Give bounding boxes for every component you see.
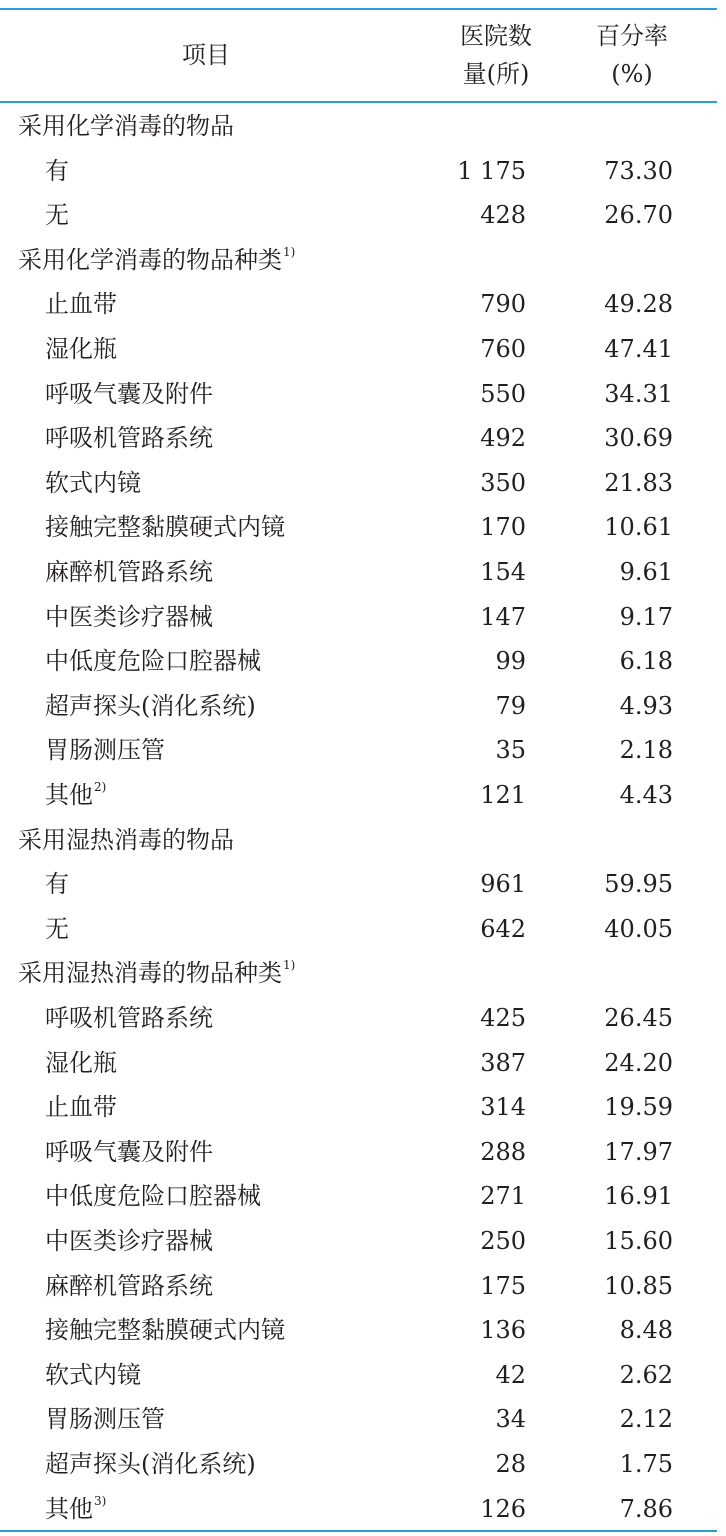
table-row — [0, 728, 717, 772]
row-label — [45, 773, 106, 817]
row-label — [45, 595, 213, 639]
table-row — [0, 639, 717, 683]
table-row — [0, 1264, 717, 1308]
row-label — [45, 372, 213, 416]
header-count-line2: 量(所) — [462, 60, 530, 88]
percentage: 59.95 — [604, 870, 673, 899]
hospital-count: 121 — [480, 781, 526, 809]
hospital-count: 428 — [480, 201, 526, 230]
row-label-text: 麻醉机管路系统 — [45, 558, 213, 586]
hospital-count: 288 — [480, 1137, 526, 1166]
hospital-count: 136 — [480, 1316, 526, 1345]
table-row — [0, 1085, 717, 1129]
percentage: 47.41 — [604, 335, 673, 363]
percentage: 9.17 — [619, 602, 673, 631]
hospital-count: 154 — [480, 558, 526, 586]
hospital-count: 350 — [480, 468, 526, 497]
percentage: 6.18 — [619, 647, 673, 676]
row-label — [45, 862, 69, 906]
row-label-text: 麻醉机管路系统 — [45, 1271, 213, 1300]
hospital-count: 99 — [495, 647, 526, 676]
header-item: 项目 — [182, 41, 230, 69]
percentage: 19.59 — [604, 1093, 673, 1122]
row-label-text: 胃肠测压管 — [45, 736, 165, 765]
table-row — [0, 1397, 717, 1441]
table-row — [0, 1442, 717, 1486]
table-row — [0, 327, 717, 371]
hospital-count: 250 — [480, 1227, 526, 1255]
row-label — [45, 461, 141, 505]
hospital-count: 642 — [480, 914, 526, 943]
table-row — [0, 1041, 717, 1085]
hospital-count: 42 — [495, 1360, 526, 1389]
row-label — [45, 1219, 213, 1263]
percentage: 2.12 — [619, 1405, 673, 1434]
row-label — [45, 907, 69, 951]
hospital-count: 271 — [480, 1182, 526, 1211]
row-label-text: 胃肠测压管 — [45, 1405, 165, 1434]
row-label — [45, 728, 165, 772]
hospital-count: 35 — [495, 736, 526, 765]
hospital-count: 34 — [495, 1405, 526, 1434]
row-label-text: 其他 — [45, 1494, 93, 1523]
row-label — [18, 238, 295, 282]
hospital-count: 387 — [480, 1048, 526, 1077]
row-label-text: 呼吸机管路系统 — [45, 1004, 213, 1032]
row-label-text: 软式内镜 — [45, 1360, 141, 1389]
row-label-text: 其他 — [45, 781, 93, 809]
row-label-text: 采用湿热消毒的物品 — [18, 825, 234, 854]
percentage: 34.31 — [604, 379, 673, 408]
row-label — [45, 1085, 117, 1129]
percentage: 10.61 — [604, 513, 673, 542]
row-label — [45, 1308, 285, 1352]
table-row — [0, 1487, 717, 1531]
row-label-text: 呼吸气囊及附件 — [45, 379, 213, 408]
header-percent-line1: 百分率 — [596, 22, 668, 50]
hospital-count: 760 — [480, 335, 526, 363]
row-label-text: 超声探头(消化系统) — [45, 1450, 256, 1478]
hospital-count: 28 — [495, 1450, 526, 1478]
row-label — [45, 550, 213, 594]
table-row — [0, 149, 717, 193]
row-label — [45, 327, 117, 371]
percentage: 24.20 — [604, 1048, 673, 1077]
percentage: 40.05 — [604, 914, 673, 943]
percentage: 7.86 — [619, 1494, 673, 1523]
header-count-line1: 医院数 — [460, 22, 532, 50]
percentage: 17.97 — [604, 1137, 673, 1166]
row-label-text: 无 — [45, 201, 69, 230]
table-row — [0, 505, 717, 549]
percentage: 1.75 — [619, 1450, 673, 1478]
row-label-text: 采用化学消毒的物品种类 — [18, 245, 282, 274]
header-percent-line2: (%) — [611, 60, 653, 88]
row-label-text: 采用化学消毒的物品 — [18, 112, 234, 140]
row-label — [45, 1174, 261, 1218]
row-label-text: 湿化瓶 — [45, 1048, 117, 1077]
hospital-count: 175 — [480, 1271, 526, 1300]
table-section-row — [0, 951, 717, 995]
hospital-count: 425 — [480, 1004, 526, 1032]
hospital-count: 126 — [480, 1494, 526, 1523]
table-row — [0, 1174, 717, 1218]
percentage: 4.93 — [619, 691, 673, 720]
table-section-row — [0, 238, 717, 282]
percentage: 21.83 — [604, 468, 673, 497]
table-row — [0, 550, 717, 594]
table-row — [0, 193, 717, 237]
hospital-count: 961 — [480, 870, 526, 899]
row-label-text: 超声探头(消化系统) — [45, 691, 256, 720]
table-row — [0, 1308, 717, 1352]
percentage: 30.69 — [604, 424, 673, 453]
table-row — [0, 862, 717, 906]
percentage: 26.70 — [604, 201, 673, 230]
row-label — [45, 282, 117, 326]
hospital-count: 790 — [480, 290, 526, 319]
percentage: 4.43 — [619, 781, 673, 809]
row-label — [45, 193, 69, 237]
row-label — [45, 1264, 213, 1308]
row-label — [45, 996, 213, 1040]
percentage: 26.45 — [604, 1004, 673, 1032]
row-label-text: 止血带 — [45, 1093, 117, 1122]
header-count — [446, 17, 546, 93]
footnote-marker: 2) — [94, 780, 107, 794]
table-row — [0, 372, 717, 416]
footnote-marker: 1) — [283, 244, 296, 259]
table-row — [0, 907, 717, 951]
header-percent — [592, 17, 672, 93]
hospital-count: 170 — [480, 513, 526, 542]
row-label-text: 有 — [45, 156, 69, 185]
row-label-text: 软式内镜 — [45, 468, 141, 497]
percentage: 2.18 — [619, 736, 673, 765]
table-row — [0, 1219, 717, 1263]
table-row — [0, 461, 717, 505]
table-section-row — [0, 104, 717, 148]
hospital-count: 550 — [480, 379, 526, 408]
percentage: 49.28 — [604, 290, 673, 319]
row-label-text: 湿化瓶 — [45, 335, 117, 363]
hospital-count: 314 — [480, 1093, 526, 1122]
row-label-text: 中低度危险口腔器械 — [45, 1182, 261, 1211]
row-label-text: 中医类诊疗器械 — [45, 1227, 213, 1255]
table-row — [0, 416, 717, 460]
row-label — [45, 1041, 117, 1085]
table-row — [0, 1130, 717, 1174]
row-label-text: 接触完整黏膜硬式内镜 — [45, 513, 285, 542]
table-row — [0, 595, 717, 639]
row-label — [45, 1442, 256, 1486]
row-label — [45, 684, 256, 728]
row-label-text: 无 — [45, 914, 69, 943]
table-row — [0, 996, 717, 1040]
table-row — [0, 282, 717, 326]
row-label-text: 呼吸气囊及附件 — [45, 1137, 213, 1166]
row-label — [18, 104, 234, 148]
row-label — [45, 1397, 165, 1441]
percentage: 2.62 — [619, 1360, 673, 1389]
bottom-rule — [0, 1530, 717, 1532]
row-label — [18, 818, 234, 862]
table-section-row — [0, 818, 717, 862]
footnote-marker: 1) — [283, 958, 296, 973]
row-label — [45, 1353, 141, 1397]
percentage: 10.85 — [604, 1271, 673, 1300]
top-rule — [0, 8, 717, 10]
header-rule — [0, 101, 717, 103]
table-row — [0, 684, 717, 728]
percentage: 8.48 — [619, 1316, 673, 1345]
percentage: 73.30 — [604, 156, 673, 185]
row-label-text: 止血带 — [45, 290, 117, 319]
footnote-marker: 3) — [94, 1493, 107, 1508]
table-row — [0, 1353, 717, 1397]
percentage: 16.91 — [604, 1182, 673, 1211]
row-label-text: 有 — [45, 870, 69, 899]
percentage: 15.60 — [604, 1227, 673, 1255]
row-label-text: 采用湿热消毒的物品种类 — [18, 959, 282, 988]
hospital-count: 492 — [480, 424, 526, 453]
row-label-text: 中医类诊疗器械 — [45, 602, 213, 631]
hospital-count: 147 — [480, 602, 526, 631]
hospital-count: 79 — [495, 691, 526, 720]
table-row — [0, 773, 717, 817]
row-label — [45, 639, 261, 683]
row-label-text: 中低度危险口腔器械 — [45, 647, 261, 676]
hospital-count: 1 175 — [457, 156, 526, 185]
row-label — [45, 1487, 106, 1531]
row-label — [45, 416, 213, 460]
row-label — [18, 951, 295, 995]
row-label — [45, 1130, 213, 1174]
row-label-text: 接触完整黏膜硬式内镜 — [45, 1316, 285, 1345]
row-label-text: 呼吸机管路系统 — [45, 424, 213, 453]
percentage: 9.61 — [619, 558, 673, 586]
row-label — [45, 149, 69, 193]
row-label — [45, 505, 285, 549]
